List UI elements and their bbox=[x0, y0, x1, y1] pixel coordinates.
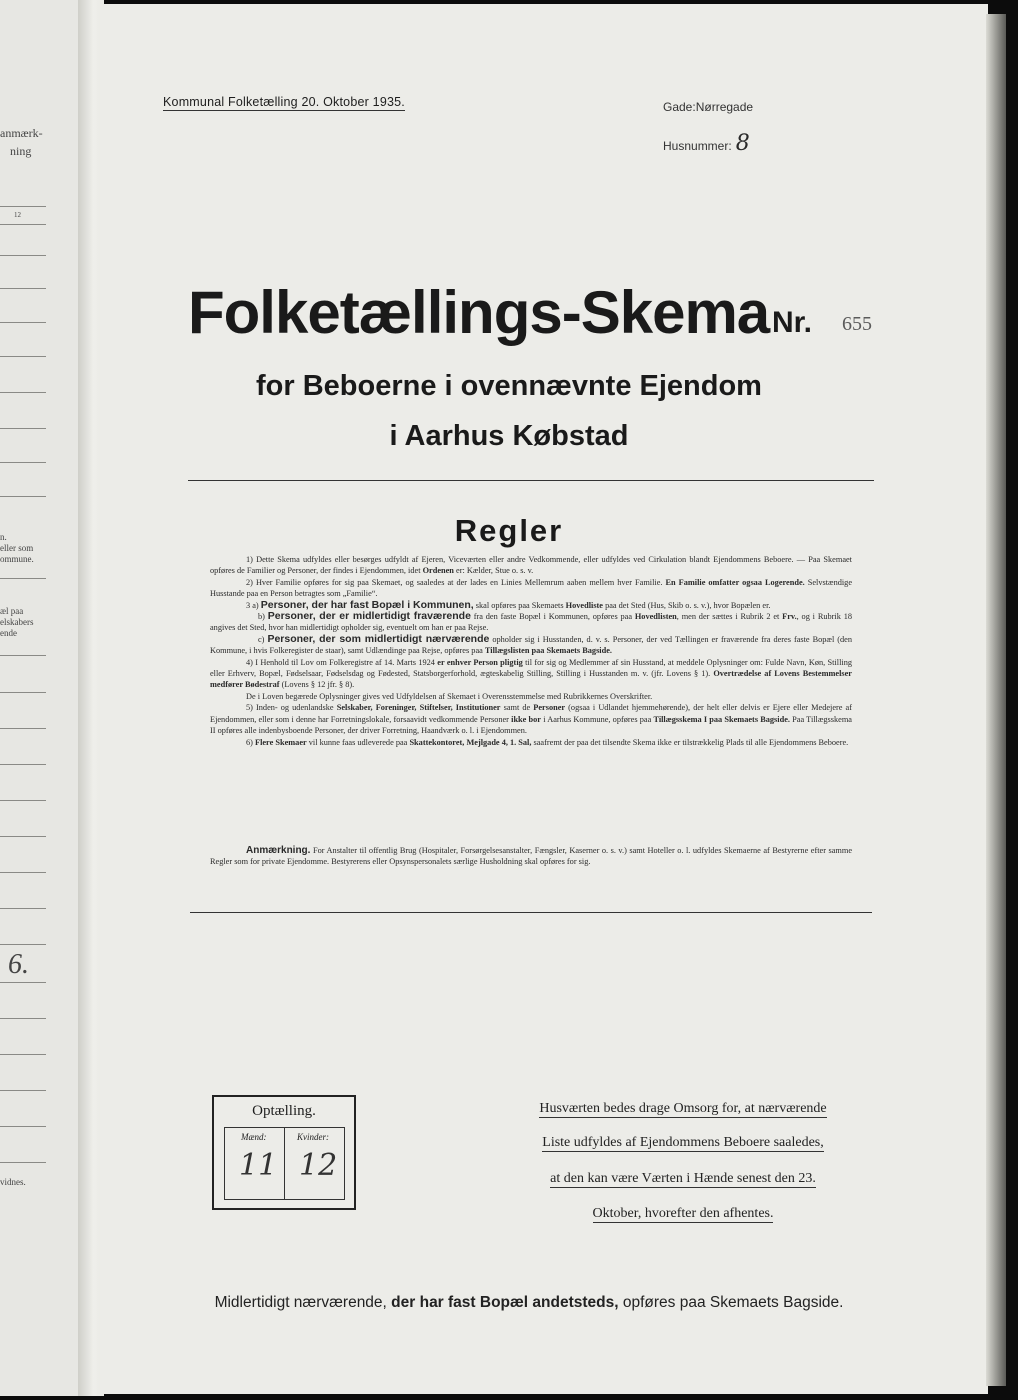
census-header: Kommunal Folketælling 20. Oktober 1935. bbox=[163, 95, 405, 109]
left-fragment: æl paa bbox=[0, 606, 24, 616]
house-number-field bbox=[663, 131, 750, 156]
women-label: Kvinder: bbox=[297, 1132, 329, 1142]
page-stack-edge bbox=[986, 14, 1006, 1386]
rule-5: 5) Inden- og udenlandske Selskaber, Foreninger, Stiftelser, Institutioner samt de Personer (ogsaa i Udlandet hjemmehørende), der helt eller delvis er Ejere eller Medejere af Ejendommen, eller som i denne har Forretningslokale, forsaavidt vedkommende Personer ikke bor i Aarhus Kommune, opføres paa Tillægsskema I paa Skemaets Bagside. Paa Tillægsskema II opføres alle indenbysboende Personer, der driver Forretning, Haandværk o. l. i Ejendommen. bbox=[210, 703, 852, 736]
left-fragment: vidnes. bbox=[0, 1177, 26, 1187]
form-number-value: 655 bbox=[842, 313, 872, 335]
street-value: Nørregade bbox=[695, 100, 754, 114]
rule-4-note: De i Loven begærede Oplysninger gives ved Udfyldelsen af Skemaet i Overensstemmelse med Rubrikkernes Overskrifter. bbox=[246, 691, 653, 701]
rules-text bbox=[210, 554, 852, 748]
rule-3a: 3 a) Personer, der har fast Bopæl i Kommunen, skal opføres paa Skemaets Hovedliste paa det Sted (Hus, Skib o. s. v.), hvor Bopælen er. bbox=[246, 598, 771, 611]
landlord-note-line: at den kan være Værten i Hænde senest den 23. bbox=[550, 1171, 816, 1186]
divider bbox=[188, 480, 874, 481]
divider bbox=[190, 912, 872, 913]
left-handwritten-number: 6. bbox=[8, 949, 29, 980]
footer-note: Midlertidigt nærværende, der har fast Bopæl andetsteds, opføres paa Skemaets Bagside. bbox=[214, 1294, 844, 1311]
street-field bbox=[663, 98, 753, 116]
form-subtitle: for Beboerne i ovennævnte Ejendom bbox=[256, 370, 762, 402]
remark-lead: Anmærkning. bbox=[246, 845, 311, 856]
left-fragment: n. bbox=[0, 532, 7, 542]
rules-heading: Regler bbox=[454, 513, 564, 548]
rule-3c: c) Personer, der som midlertidigt nærværende opholder sig i Husstanden, d. v. s. Personer, der ved Tællingen er fraværende fra deres faste Bopæl (den Kommune, i hvis Folkeregister de staar), samt Udlændinge paa Rejse, opføres paa Tillægslisten paa Skemaets Bagside. bbox=[210, 632, 852, 656]
women-count: 12 bbox=[299, 1148, 338, 1183]
count-box-table bbox=[224, 1127, 345, 1200]
landlord-note-line: Liste udfyldes af Ejendommens Beboere saaledes, bbox=[542, 1135, 824, 1150]
left-fragment: anmærk- bbox=[0, 126, 43, 140]
form-location: i Aarhus Købstad bbox=[389, 420, 629, 452]
count-box bbox=[212, 1095, 356, 1210]
men-count: 11 bbox=[239, 1148, 278, 1183]
form-number-label: Nr. bbox=[772, 306, 813, 339]
left-fragment: 12 bbox=[14, 211, 21, 219]
landlord-note-line: Husværten bedes drage Omsorg for, at nærværende bbox=[539, 1101, 827, 1116]
house-number-value: 8 bbox=[735, 131, 750, 156]
rule-4: 4) I Henhold til Lov om Folkeregistre af 14. Marts 1924 er enhver Person pligtig til for sig og Medlemmer af sin Husstand, at meddele Oplysninger om: Fulde Navn, Køn, Stilling eller Erhverv, Bopæl, Fødselsaar, Fødselsdag og Fødested, Statsborgerforhold, ægteskabelig Stilling, Stilling i Husstanden m. v. (jfr. Lovens § 1). Overtrædelse af Lovens Bestemmelser medfører Bødestraf (Lovens § 12 jfr. § 8). bbox=[210, 657, 852, 690]
street-label: Gade: bbox=[663, 100, 696, 114]
left-fragment: elskabers bbox=[0, 617, 34, 627]
left-fragment: ning bbox=[10, 144, 32, 158]
form-title: Folketællings-Skema bbox=[188, 279, 770, 346]
left-fragment: ende bbox=[0, 628, 17, 638]
count-box-title: Optælling. bbox=[252, 1103, 316, 1119]
left-fragment: ommune. bbox=[0, 554, 34, 564]
men-label: Mænd: bbox=[241, 1132, 267, 1142]
rule-2: 2) Hver Familie opføres for sig paa Skemaet, og saaledes at der lades en Linies Mellemrum aaben mellem hver Familie. En Familie omfatter ogsaa Logerende. Selvstændige Husstande paa en Person betragtes som „Familie“. bbox=[210, 577, 852, 599]
rule-1: 1) Dette Skema udfyldes eller besørges udfyldt af Ejeren, Viceværten eller andre Vedkommende, eller udfyldes ved Cirkulation blandt Ejendommens Beboere. — Paa Skemaet opføres de Familier og Personer, der findes i Ejendommen, idet Ordenen er: Kælder, Stue o. s. v. bbox=[210, 555, 852, 576]
rule-6: 6) Flere Skemaer vil kunne faas udleverede paa Skattekontoret, Mejlgade 4, 1. Sal, saafremt der paa det tilsendte Skema ikke er tilstrækkelig Plads til alle Ejendommens Beboere. bbox=[246, 737, 849, 747]
left-fragment: eller som bbox=[0, 543, 34, 553]
house-number-label: Husnummer: bbox=[663, 139, 732, 153]
landlord-note-line: Oktober, hvorefter den afhentes. bbox=[592, 1206, 774, 1221]
rule-3b: b) Personer, der er midlertidigt fraværende fra den faste Bopæl i Kommunen, opføres paa Hovedlisten, men der sættes i Rubrik 2 et Frv., og i Rubrik 18 angives det Sted, hvor han midlertidigt opholder sig, eventuelt om han er paa Rejse. bbox=[210, 610, 852, 633]
remark-text: Anmærkning. For Anstalter til offentlig Brug (Hospitaler, Forsørgelsesanstalter, Fængsler, Kaserner o. s. v.) samt Hoteller o. l. udfyldes Skemaerne af Bestyrerne efter samme Regler som for private Ejendomme. Bestyrerens eller Opsynspersonalets særlige Husholdning skal opføres for sig. bbox=[210, 845, 852, 867]
